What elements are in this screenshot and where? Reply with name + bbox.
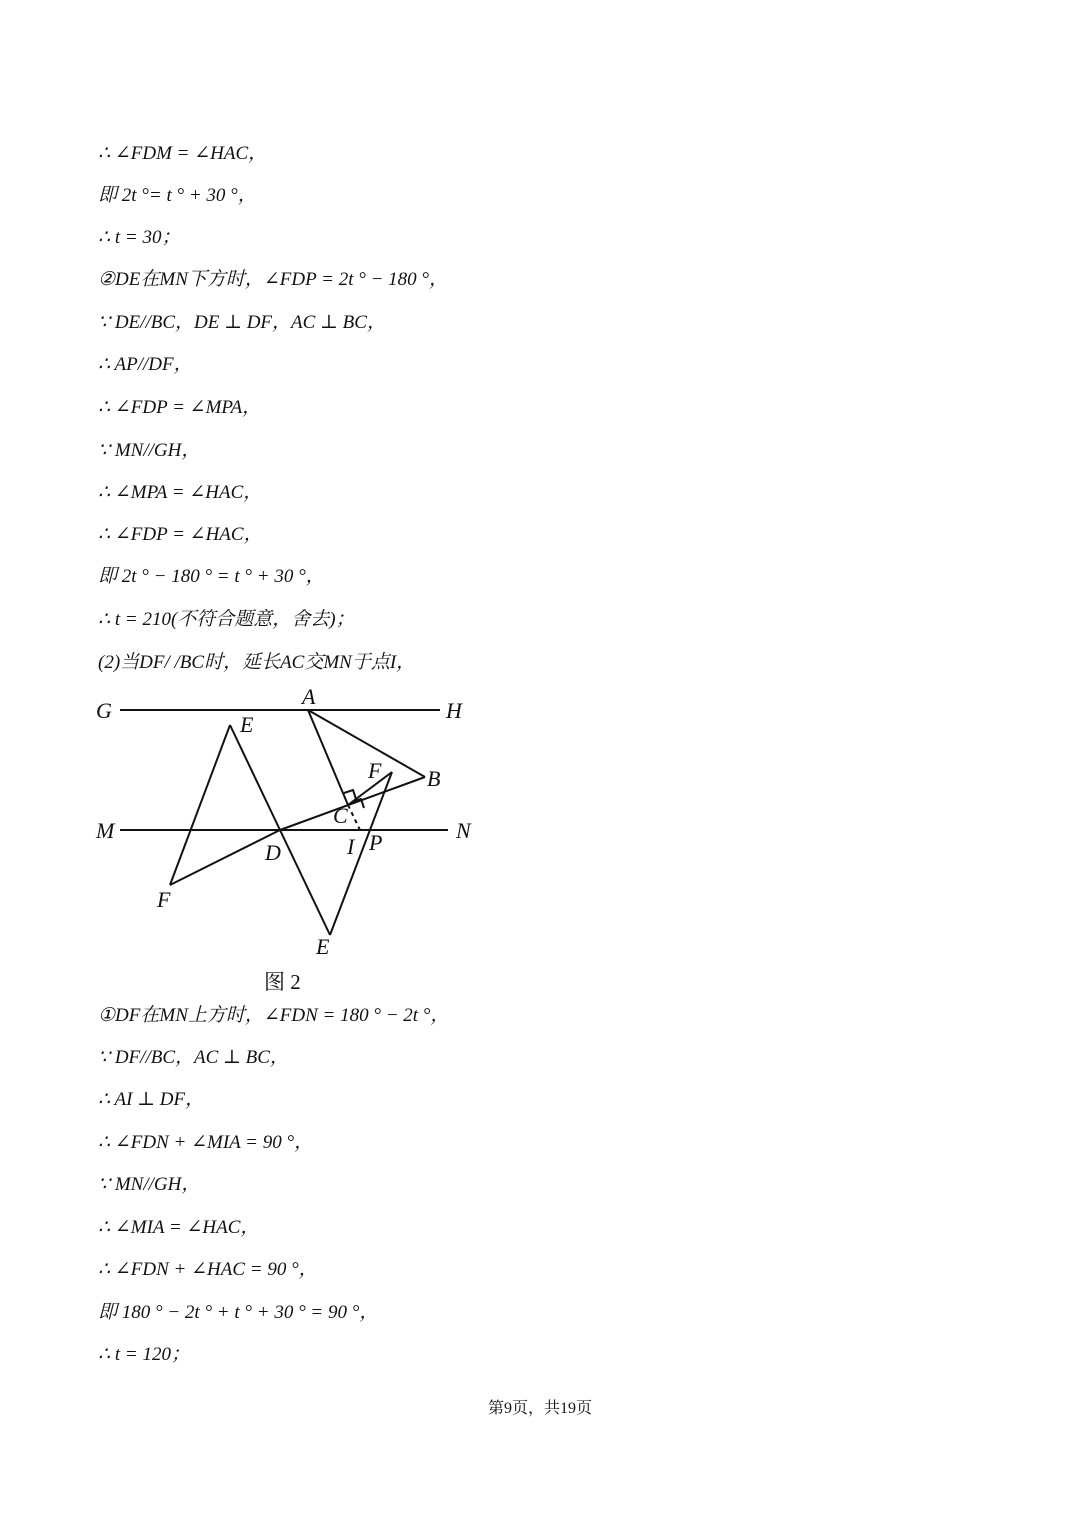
- solution-line: ∴ t = 120；: [98, 1344, 190, 1365]
- solution-line: 即 2t °= t ° + 30 °，: [98, 185, 257, 206]
- solution-line: ∴ ∠FDP = ∠HAC，: [98, 524, 263, 545]
- solution-line: ∵ DF//BC，AC ⊥ BC，: [98, 1047, 289, 1068]
- label-E-top: E: [240, 712, 254, 737]
- label-A: A: [302, 684, 316, 709]
- segment-AC: [308, 710, 348, 805]
- solution-line: ∴ ∠FDN + ∠HAC = 90 °，: [98, 1259, 318, 1280]
- label-P: P: [369, 830, 383, 855]
- solution-line: ∴ AP//DF，: [98, 354, 193, 375]
- segment-D-Ebottom: [280, 830, 330, 935]
- segment-ED-top: [230, 725, 280, 830]
- solution-line: ∴ ∠FDM = ∠HAC，: [98, 143, 268, 164]
- label-B: B: [427, 766, 441, 791]
- solution-line: ∵ MN//GH，: [98, 440, 201, 461]
- segment-BD: [280, 777, 425, 830]
- label-G: G: [96, 698, 112, 723]
- solution-line: ∴ ∠MIA = ∠HAC，: [98, 1217, 260, 1238]
- label-F-left: F: [157, 887, 171, 912]
- label-C: C: [333, 803, 348, 828]
- label-M: M: [96, 818, 115, 843]
- page-footer: 第9页，共19页: [487, 1400, 592, 1417]
- label-E-bottom: E: [316, 934, 330, 959]
- solution-line: ∴ AI ⊥ DF，: [98, 1089, 205, 1110]
- segment-AI-dashed: [348, 805, 360, 830]
- label-N: N: [456, 818, 471, 843]
- solution-line: ∴ ∠FDP = ∠MPA，: [98, 397, 262, 418]
- label-H: H: [446, 698, 462, 723]
- segment-FE-top: [170, 725, 230, 885]
- solution-line: 即 2t ° − 180 ° = t ° + 30 °，: [98, 566, 325, 587]
- solution-line: ∴ t = 30；: [98, 227, 181, 248]
- solution-line: ②DE在MN下方时，∠FDP = 2t ° − 180 °，: [98, 269, 448, 290]
- solution-line: ∴ ∠FDN + ∠MIA = 90 °，: [98, 1132, 314, 1153]
- geometry-figure: [90, 680, 490, 980]
- solution-line: (2)当DF/ /BC时，延长AC交MN于点I，: [98, 652, 416, 673]
- solution-line: ∴ t = 210(不符合题意，舍去)；: [98, 609, 355, 630]
- solution-line: 即 180 ° − 2t ° + t ° + 30 ° = 90 °，: [98, 1302, 379, 1323]
- figure-caption: 图 2: [264, 970, 301, 994]
- label-F-right: F: [368, 758, 382, 783]
- solution-line: ∵ MN//GH，: [98, 1174, 201, 1195]
- label-I: I: [347, 834, 355, 859]
- solution-line: ∴ ∠MPA = ∠HAC，: [98, 482, 263, 503]
- solution-line: ∵ DE//BC，DE ⊥ DF，AC ⊥ BC，: [98, 312, 386, 333]
- segment-AB: [308, 710, 425, 777]
- label-D: D: [265, 840, 281, 865]
- solution-line: ①DF在MN上方时，∠FDN = 180 ° − 2t °，: [98, 1005, 450, 1026]
